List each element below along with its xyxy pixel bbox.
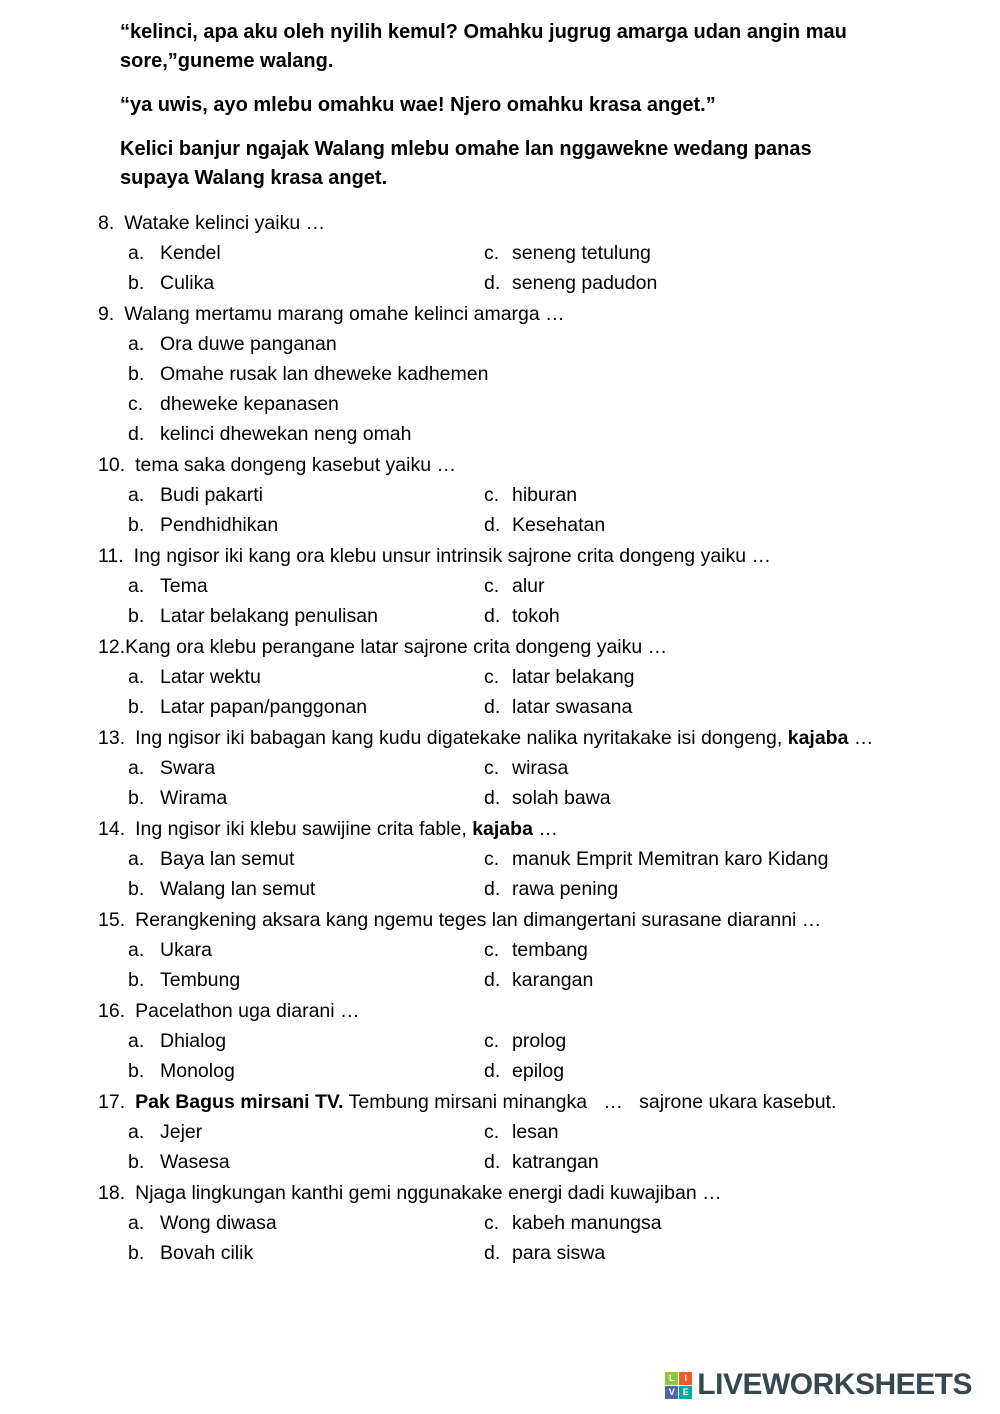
option-label: a. [128, 242, 145, 264]
question [0, 450, 905, 540]
question-text-part: Watake kelinci yaiku … [124, 212, 326, 234]
question-text [0, 299, 905, 329]
question-text [0, 814, 905, 844]
option-cell-right [484, 1026, 905, 1056]
option-label: b. [128, 1151, 145, 1173]
option-text: Swara [160, 757, 216, 779]
option-row [0, 1238, 905, 1268]
option-label: c. [484, 1121, 500, 1143]
option-cell-left [128, 601, 484, 631]
question-text [0, 450, 905, 480]
question-text-part: Ing ngisor iki kang ora klebu unsur intrinsik sajrone crita dongeng yaiku … [133, 545, 772, 567]
answer-option[interactable] [128, 389, 339, 419]
option-text: katrangan [512, 1151, 599, 1173]
answer-option[interactable] [128, 242, 221, 264]
question [0, 814, 905, 904]
logo-tile-v: V [665, 1386, 678, 1399]
question-number: 10. [98, 454, 126, 476]
question [0, 1087, 905, 1177]
option-text: Wasesa [160, 1151, 230, 1173]
question-number: 9. [98, 303, 115, 325]
question [0, 723, 905, 813]
option-label: a. [128, 575, 145, 597]
option-cell-left [128, 1026, 484, 1056]
question-number: 16. [98, 1000, 126, 1022]
answer-option[interactable] [484, 757, 568, 779]
option-label: d. [484, 878, 501, 900]
option-text: Tema [160, 575, 208, 597]
option-text: alur [512, 575, 545, 597]
answer-option[interactable] [128, 605, 378, 627]
option-row [0, 1056, 905, 1086]
answer-option[interactable] [484, 272, 657, 294]
option-row [0, 238, 905, 268]
option-label: a. [128, 848, 145, 870]
option-row [0, 510, 905, 540]
option-text: Baya lan semut [160, 848, 295, 870]
answer-option[interactable] [128, 848, 294, 870]
answer-option[interactable] [484, 1242, 605, 1264]
question [0, 632, 905, 722]
question [0, 208, 905, 298]
answer-option[interactable] [128, 359, 488, 389]
option-text: Kesehatan [512, 514, 606, 536]
option-label: c. [484, 484, 500, 506]
option-row [0, 329, 905, 359]
option-cell-right [484, 601, 905, 631]
option-row [0, 1147, 905, 1177]
answer-option[interactable] [484, 666, 635, 688]
option-row [0, 571, 905, 601]
option-label: b. [128, 605, 145, 627]
option-cell-right [484, 662, 905, 692]
answer-option[interactable] [128, 787, 227, 809]
answer-option[interactable] [128, 1121, 202, 1143]
option-label: d. [484, 1242, 501, 1264]
option-label: c. [484, 575, 500, 597]
option-text: prolog [512, 1030, 567, 1052]
option-text: Bovah cilik [160, 1242, 254, 1264]
answer-option[interactable] [484, 969, 593, 991]
option-cell-right [484, 844, 905, 874]
option-label: c. [484, 666, 500, 688]
option-label: c. [484, 242, 500, 264]
question-number: 15. [98, 909, 126, 931]
answer-option[interactable] [484, 1030, 566, 1052]
option-cell-left [128, 874, 484, 904]
option-cell-right [484, 935, 905, 965]
answer-option[interactable] [128, 1030, 226, 1052]
option-text: lesan [512, 1121, 559, 1143]
option-label: b. [128, 514, 145, 536]
option-row [0, 268, 905, 298]
answer-option[interactable] [128, 1212, 277, 1234]
question-number: 12. [98, 636, 126, 658]
answer-option[interactable] [484, 878, 618, 900]
option-label: a. [128, 1212, 145, 1234]
option-row [0, 359, 905, 389]
option-label: d. [484, 787, 501, 809]
question-number: 8. [98, 212, 115, 234]
option-label: d. [484, 272, 501, 294]
answer-option[interactable] [128, 514, 278, 536]
question [0, 1178, 905, 1268]
logo-tile-e: E [679, 1386, 692, 1399]
option-cell-left [128, 238, 484, 268]
question [0, 541, 905, 631]
option-text: karangan [512, 969, 594, 991]
liveworksheets-footer[interactable] [665, 1368, 972, 1402]
option-text: Budi pakarti [160, 484, 263, 506]
option-text: Kendel [160, 242, 221, 264]
option-row [0, 844, 905, 874]
option-text: Culika [160, 272, 215, 294]
option-cell-right [484, 238, 905, 268]
option-label: c. [484, 1212, 500, 1234]
option-cell-left [128, 1147, 484, 1177]
question-number: 14. [98, 818, 126, 840]
answer-option[interactable] [128, 419, 412, 449]
option-cell-left [128, 965, 484, 995]
option-cell-right [484, 1208, 905, 1238]
question-text-part: Rerangkening aksara kang ngemu teges lan dimangertani surasane diaranni … [135, 909, 822, 931]
answer-option[interactable] [128, 1242, 253, 1264]
question-text-part: … [848, 727, 874, 749]
option-cell-left [128, 510, 484, 540]
option-cell-left [128, 1056, 484, 1086]
option-label: a. [128, 333, 145, 355]
answer-option[interactable] [484, 1151, 599, 1173]
story-paragraph: “kelinci, apa aku oleh nyilih kemul? Omahku jugrug amarga udan angin mau sore,”guneme walang. [120, 21, 853, 72]
option-cell-right [484, 874, 905, 904]
option-text: rawa pening [512, 878, 619, 900]
question-text-bold: kajaba [787, 727, 849, 749]
answer-option[interactable] [128, 1060, 235, 1082]
question-text-part: Kang ora klebu perangane latar sajrone crita dongeng yaiku … [125, 636, 668, 658]
option-label: a. [128, 666, 145, 688]
option-cell-left [128, 268, 484, 298]
answer-option[interactable] [484, 514, 605, 536]
option-label: d. [484, 969, 501, 991]
option-text: Wirama [160, 787, 228, 809]
option-cell-left [128, 571, 484, 601]
option-cell-left [128, 662, 484, 692]
answer-option[interactable] [128, 969, 240, 991]
option-label: c. [484, 757, 500, 779]
question-text [0, 905, 905, 935]
option-label: b. [128, 1060, 145, 1082]
option-row [0, 935, 905, 965]
option-label: c. [128, 393, 144, 415]
option-text: tokoh [512, 605, 560, 627]
option-row [0, 1117, 905, 1147]
answer-option[interactable] [484, 939, 588, 961]
option-text: Latar wektu [160, 666, 261, 688]
option-cell-left [128, 1208, 484, 1238]
option-text: Ora duwe panganan [160, 333, 337, 355]
option-text: latar swasana [512, 696, 633, 718]
questions [0, 208, 1000, 1268]
question [0, 996, 905, 1086]
option-cell-right [484, 510, 905, 540]
option-text: para siswa [512, 1242, 606, 1264]
story-paragraph: Kelici banjur ngajak Walang mlebu omahe lan nggawekne wedang panas supaya Walang krasa anget. [120, 138, 818, 189]
logo-tile-i: I [679, 1372, 692, 1385]
option-label: b. [128, 272, 145, 294]
option-text: kabeh manungsa [512, 1212, 662, 1234]
option-label: d. [484, 696, 501, 718]
answer-option[interactable] [128, 666, 261, 688]
option-row [0, 874, 905, 904]
answer-option[interactable] [128, 1151, 230, 1173]
option-text: Monolog [160, 1060, 235, 1082]
question-text [0, 541, 905, 571]
liveworksheets-brand: LIVEWORKSHEETS [697, 1368, 972, 1401]
question-text-part: tema saka dongeng kasebut yaiku … [135, 454, 456, 476]
question-number: 11. [98, 545, 124, 567]
option-cell-right [484, 571, 905, 601]
question-text-part: Pacelathon uga diarani … [135, 1000, 360, 1022]
option-label: c. [484, 848, 500, 870]
option-row [0, 480, 905, 510]
question-text-part: Ing ngisor iki babagan kang kudu digatekake nalika nyritakake isi dongeng, [135, 727, 788, 749]
option-text: Dhialog [160, 1030, 227, 1052]
option-cell-right [484, 480, 905, 510]
question [0, 299, 905, 449]
question-text [0, 208, 905, 238]
question-text-bold: kajaba [472, 818, 533, 840]
option-cell-right [484, 783, 905, 813]
option-cell-right [484, 268, 905, 298]
option-label: d. [484, 605, 501, 627]
question-text [0, 996, 905, 1026]
option-text: Latar belakang penulisan [160, 605, 378, 627]
option-label: a. [128, 484, 145, 506]
option-cell-right [484, 1238, 905, 1268]
option-text: Omahe rusak lan dheweke kadhemen [160, 363, 489, 385]
option-cell-left [128, 480, 484, 510]
option-row [0, 419, 905, 449]
option-cell-left [128, 1238, 484, 1268]
answer-option[interactable] [484, 1060, 564, 1082]
option-text: Latar papan/panggonan [160, 696, 368, 718]
answer-option[interactable] [128, 757, 215, 779]
answer-option[interactable] [484, 575, 545, 597]
option-text: Ukara [160, 939, 213, 961]
option-cell-right [484, 692, 905, 722]
option-text: Jejer [160, 1121, 203, 1143]
answer-option[interactable] [484, 242, 651, 264]
question-number: 18. [98, 1182, 126, 1204]
answer-option[interactable] [484, 484, 577, 506]
logo-tile-l: L [665, 1372, 678, 1385]
answer-option[interactable] [484, 787, 611, 809]
option-cell-right [484, 1117, 905, 1147]
option-label: a. [128, 1030, 145, 1052]
option-text: manuk Emprit Memitran karo Kidang [512, 848, 829, 870]
option-cell-left [128, 753, 484, 783]
option-label: b. [128, 787, 145, 809]
option-cell-right [484, 753, 905, 783]
option-label: c. [484, 1030, 500, 1052]
question-number: 17. [98, 1091, 126, 1113]
question-text-bold: Pak Bagus mirsani TV. [135, 1091, 344, 1113]
question [0, 905, 905, 995]
option-text: epilog [512, 1060, 565, 1082]
option-text: kelinci dhewekan neng omah [160, 423, 412, 445]
question-number: 13. [98, 727, 126, 749]
option-text: hiburan [512, 484, 578, 506]
option-row [0, 753, 905, 783]
option-cell-left [128, 935, 484, 965]
answer-option[interactable] [484, 1121, 559, 1143]
option-cell-left [128, 844, 484, 874]
story-paragraph: “ya uwis, ayo mlebu omahku wae! Njero omahku krasa anget.” [120, 94, 716, 116]
option-row [0, 783, 905, 813]
option-text: seneng tetulung [512, 242, 651, 264]
option-text: seneng padudon [512, 272, 658, 294]
option-label: a. [128, 939, 145, 961]
answer-option[interactable] [128, 939, 212, 961]
option-label: b. [128, 696, 145, 718]
option-label: b. [128, 878, 145, 900]
option-row [0, 1208, 905, 1238]
option-text: Tembung [160, 969, 241, 991]
option-row [0, 601, 905, 631]
option-label: a. [128, 1121, 145, 1143]
option-text: dheweke kepanasen [160, 393, 339, 415]
option-row [0, 1026, 905, 1056]
option-text: wirasa [512, 757, 569, 779]
option-label: b. [128, 969, 145, 991]
answer-option[interactable] [128, 575, 208, 597]
option-text: latar belakang [512, 666, 635, 688]
question-text-part: Walang mertamu marang omahe kelinci amarga … [124, 303, 565, 325]
option-row [0, 692, 905, 722]
option-label: c. [484, 939, 500, 961]
option-row [0, 662, 905, 692]
option-text: Walang lan semut [160, 878, 316, 900]
option-text: Wong diwasa [160, 1212, 277, 1234]
story-intro [0, 18, 1000, 193]
question-text [0, 632, 905, 662]
option-cell-right [484, 1056, 905, 1086]
answer-option[interactable] [128, 484, 263, 506]
answer-option[interactable] [128, 272, 214, 294]
option-row [0, 965, 905, 995]
question-text [0, 723, 905, 753]
option-label: d. [484, 1060, 501, 1082]
option-cell-left [128, 1117, 484, 1147]
answer-option[interactable] [484, 1212, 662, 1234]
option-label: a. [128, 757, 145, 779]
answer-option[interactable] [128, 696, 367, 718]
question-text [0, 1178, 905, 1208]
option-label: b. [128, 363, 145, 385]
option-label: d. [128, 423, 145, 445]
option-text: tembang [512, 939, 588, 961]
answer-option[interactable] [128, 329, 337, 359]
option-text: Pendhidhikan [160, 514, 279, 536]
answer-option[interactable] [128, 878, 315, 900]
answer-option[interactable] [484, 696, 632, 718]
option-cell-left [128, 692, 484, 722]
answer-option[interactable] [484, 848, 828, 870]
option-label: b. [128, 1242, 145, 1264]
question-text-part: Njaga lingkungan kanthi gemi nggunakake energi dadi kuwajiban … [135, 1182, 722, 1204]
option-cell-right [484, 965, 905, 995]
option-label: d. [484, 1151, 501, 1173]
option-row [0, 389, 905, 419]
option-label: d. [484, 514, 501, 536]
question-text-part: Tembung mirsani minangka … sajrone ukara kasebut. [343, 1091, 837, 1113]
answer-option[interactable] [484, 605, 560, 627]
question-text-part: … [532, 818, 558, 840]
option-cell-left [128, 783, 484, 813]
option-cell-right [484, 1147, 905, 1177]
option-text: solah bawa [512, 787, 611, 809]
liveworksheets-logo-icon [665, 1372, 692, 1399]
question-text-part: Ing ngisor iki klebu sawijine crita fable, [135, 818, 473, 840]
question-text [0, 1087, 905, 1117]
